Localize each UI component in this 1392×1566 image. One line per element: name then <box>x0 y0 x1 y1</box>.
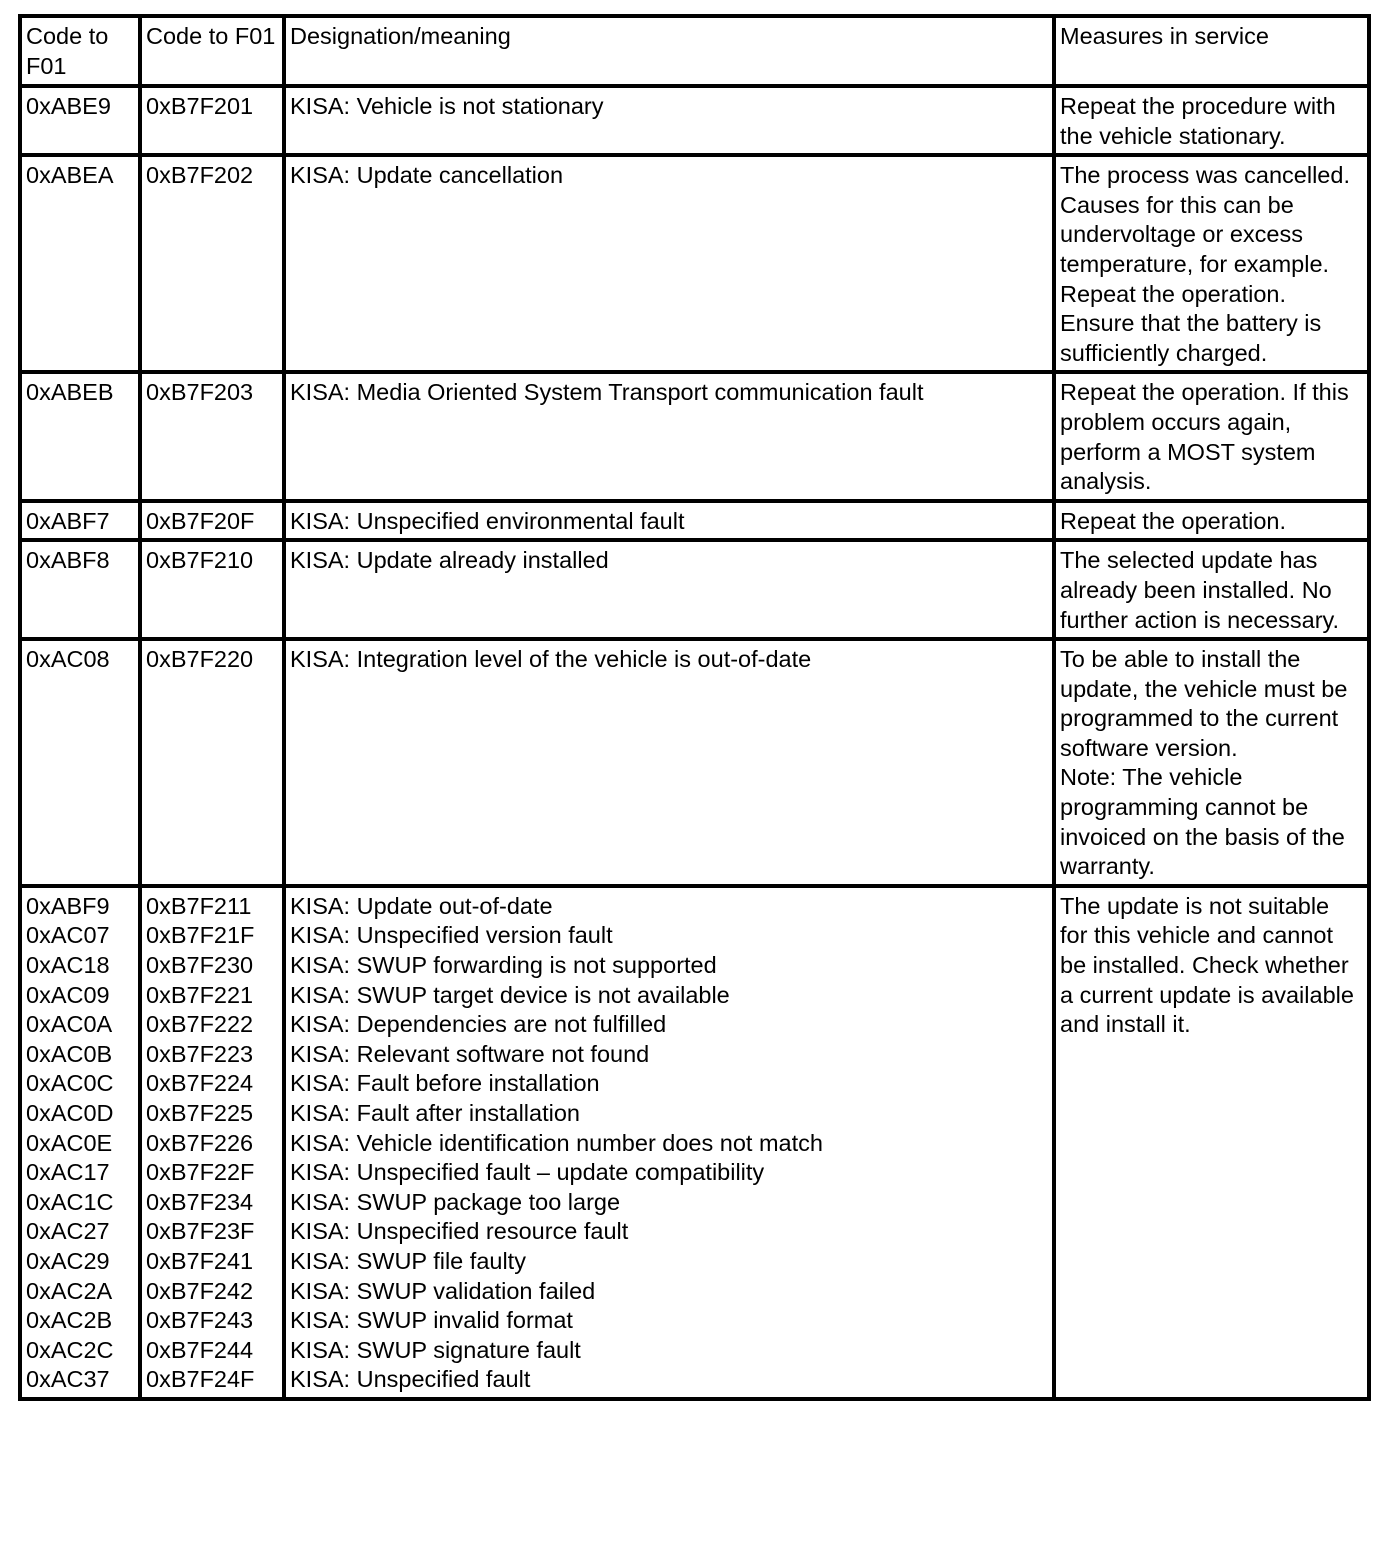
fault-code-f01: 0xB7F201 <box>146 93 254 119</box>
header-code-to-f01-b: Code to F01 <box>140 16 284 86</box>
designation-cell <box>284 86 1054 155</box>
measures-text: The selected update has already been installed. No further action is necessary. <box>1060 547 1340 633</box>
fault-code-f01: 0xB7F242 <box>146 1277 254 1304</box>
designation-text: KISA: Unspecified environmental fault <box>290 507 685 534</box>
table-body <box>20 86 1369 1399</box>
fault-code-f01: 0xB7F23F <box>146 1218 255 1245</box>
fault-code: 0xAC2C <box>26 1336 114 1363</box>
fault-code: 0xAC09 <box>26 981 110 1008</box>
designation-cell <box>284 372 1054 500</box>
fault-code-f01: 0xB7F223 <box>146 1040 254 1067</box>
fault-code: 0xAC2B <box>26 1307 113 1334</box>
designation-text: KISA: Dependencies are not fulfilled <box>290 1011 667 1038</box>
fault-code: 0xAC0A <box>26 1011 113 1038</box>
designation-cell <box>284 155 1054 372</box>
designation-text: KISA: SWUP file faulty <box>290 1247 526 1274</box>
fault-code: 0xAC07 <box>26 922 110 949</box>
measures-cell <box>1054 540 1369 639</box>
fault-code: 0xABF7 <box>26 507 110 534</box>
measures-text: To be able to install the update, the vehicle must be programmed to the current software version. <box>1060 646 1348 761</box>
fault-code: 0xABEB <box>26 379 114 406</box>
fault-code-f01: 0xB7F20F <box>146 507 255 534</box>
table-row <box>20 372 1369 500</box>
code-cell-b <box>140 86 284 155</box>
code-cell-a <box>20 86 140 155</box>
fault-code: 0xAC27 <box>26 1218 110 1245</box>
fault-code-f01: 0xB7F202 <box>146 162 254 189</box>
designation-text: KISA: Update out-of-date <box>290 892 553 919</box>
designation-text: KISA: Unspecified version fault <box>290 922 613 949</box>
fault-code-f01: 0xB7F224 <box>146 1070 254 1097</box>
fault-code-table <box>18 14 1371 1401</box>
header-measures: Measures in service <box>1054 16 1369 86</box>
fault-code-f01: 0xB7F230 <box>146 952 254 979</box>
fault-code-f01: 0xB7F220 <box>146 646 254 673</box>
fault-code: 0xABF9 <box>26 892 110 919</box>
fault-code: 0xABF8 <box>26 547 110 574</box>
designation-text: KISA: Integration level of the vehicle is out-of-date <box>290 646 812 673</box>
table-row <box>20 501 1369 541</box>
fault-code: 0xAC17 <box>26 1159 110 1186</box>
designation-text: KISA: Relevant software not found <box>290 1040 650 1067</box>
code-cell-a <box>20 886 140 1399</box>
designation-text: KISA: Media Oriented System Transport communication fault <box>290 379 924 406</box>
fault-code-f01: 0xB7F222 <box>146 1011 254 1038</box>
code-cell-b <box>140 639 284 886</box>
fault-code: 0xAC18 <box>26 952 110 979</box>
code-cell-a <box>20 501 140 541</box>
fault-code: 0xAC1C <box>26 1188 114 1215</box>
designation-text: KISA: Unspecified fault <box>290 1366 531 1393</box>
fault-code-f01: 0xB7F226 <box>146 1129 254 1156</box>
fault-code: 0xAC29 <box>26 1247 110 1274</box>
measures-text: The update is not suitable for this vehicle and cannot be installed. Check whether a current update is available and install it. <box>1060 892 1354 1038</box>
designation-text: KISA: SWUP signature fault <box>290 1336 581 1363</box>
code-cell-b <box>140 540 284 639</box>
measures-cell <box>1054 155 1369 372</box>
code-cell-a <box>20 639 140 886</box>
fault-code-f01: 0xB7F221 <box>146 981 254 1008</box>
fault-code: 0xAC37 <box>26 1366 110 1393</box>
measures-cell <box>1054 372 1369 500</box>
code-cell-b <box>140 886 284 1399</box>
fault-code: 0xAC2A <box>26 1277 113 1304</box>
table-row <box>20 540 1369 639</box>
fault-code: 0xABEA <box>26 162 114 189</box>
table-header <box>20 16 1369 86</box>
measures-note: Note: The vehicle programming cannot be invoiced on the basis of the warranty. <box>1060 764 1345 880</box>
table-row <box>20 155 1369 372</box>
measures-cell <box>1054 639 1369 886</box>
code-cell-a <box>20 155 140 372</box>
code-cell-b <box>140 155 284 372</box>
measures-text: Repeat the operation. <box>1060 507 1287 534</box>
designation-text: KISA: SWUP invalid format <box>290 1307 573 1334</box>
fault-code: 0xAC08 <box>26 646 110 673</box>
measures-cell <box>1054 86 1369 155</box>
fault-code-f01: 0xB7F211 <box>146 892 252 919</box>
table-row <box>20 639 1369 886</box>
fault-code: 0xAC0C <box>26 1070 114 1097</box>
designation-cell <box>284 886 1054 1399</box>
code-cell-a <box>20 540 140 639</box>
code-cell-b <box>140 372 284 500</box>
designation-text: KISA: Fault after installation <box>290 1100 580 1126</box>
measures-cell <box>1054 886 1369 1399</box>
header-designation: Designation/meaning <box>284 16 1054 86</box>
designation-text: KISA: SWUP forwarding is not supported <box>290 952 717 979</box>
measures-text: The process was cancelled. Causes for this can be undervoltage or excess temperature, for example. Repeat the operation. Ensure that the battery is sufficiently charged. <box>1060 162 1350 366</box>
designation-text: KISA: Update cancellation <box>290 162 564 189</box>
code-cell-b <box>140 501 284 541</box>
fault-code-f01: 0xB7F24F <box>146 1366 255 1393</box>
designation-cell <box>284 501 1054 541</box>
designation-cell <box>284 639 1054 886</box>
fault-code-f01: 0xB7F234 <box>146 1188 254 1215</box>
designation-text: KISA: Fault before installation <box>290 1070 600 1097</box>
fault-code-f01: 0xB7F244 <box>146 1336 254 1363</box>
table-row <box>20 886 1369 1399</box>
fault-code: 0xAC0D <box>26 1100 114 1126</box>
designation-text: KISA: SWUP package too large <box>290 1188 621 1215</box>
designation-text: KISA: Vehicle identification number does not match <box>290 1129 823 1156</box>
fault-code-f01: 0xB7F225 <box>146 1100 254 1126</box>
fault-code-f01: 0xB7F203 <box>146 379 254 406</box>
fault-code-f01: 0xB7F210 <box>146 547 254 574</box>
fault-code-f01: 0xB7F241 <box>146 1247 254 1274</box>
fault-code: 0xABE9 <box>26 93 111 119</box>
fault-code: 0xAC0B <box>26 1040 113 1067</box>
designation-text: KISA: SWUP validation failed <box>290 1277 596 1304</box>
fault-code-f01: 0xB7F21F <box>146 922 255 949</box>
fault-code-f01: 0xB7F22F <box>146 1159 255 1186</box>
header-row <box>20 16 1369 86</box>
fault-code-f01: 0xB7F243 <box>146 1307 254 1334</box>
designation-text: KISA: Unspecified fault – update compatibility <box>290 1159 765 1186</box>
fault-code-table-container <box>18 14 1367 1401</box>
code-cell-a <box>20 372 140 500</box>
fault-code: 0xAC0E <box>26 1129 113 1156</box>
designation-text: KISA: SWUP target device is not available <box>290 981 730 1008</box>
measures-text: Repeat the procedure with the vehicle stationary. <box>1060 93 1336 149</box>
table-row <box>20 86 1369 155</box>
designation-text: KISA: Update already installed <box>290 547 609 574</box>
designation-text: KISA: Vehicle is not stationary <box>290 93 604 119</box>
header-code-to-f01-a: Code to F01 <box>20 16 140 86</box>
measures-text: Repeat the operation. If this problem occurs again, perform a MOST system analysis. <box>1060 379 1349 495</box>
designation-cell <box>284 540 1054 639</box>
designation-text: KISA: Unspecified resource fault <box>290 1218 629 1245</box>
measures-cell <box>1054 501 1369 541</box>
